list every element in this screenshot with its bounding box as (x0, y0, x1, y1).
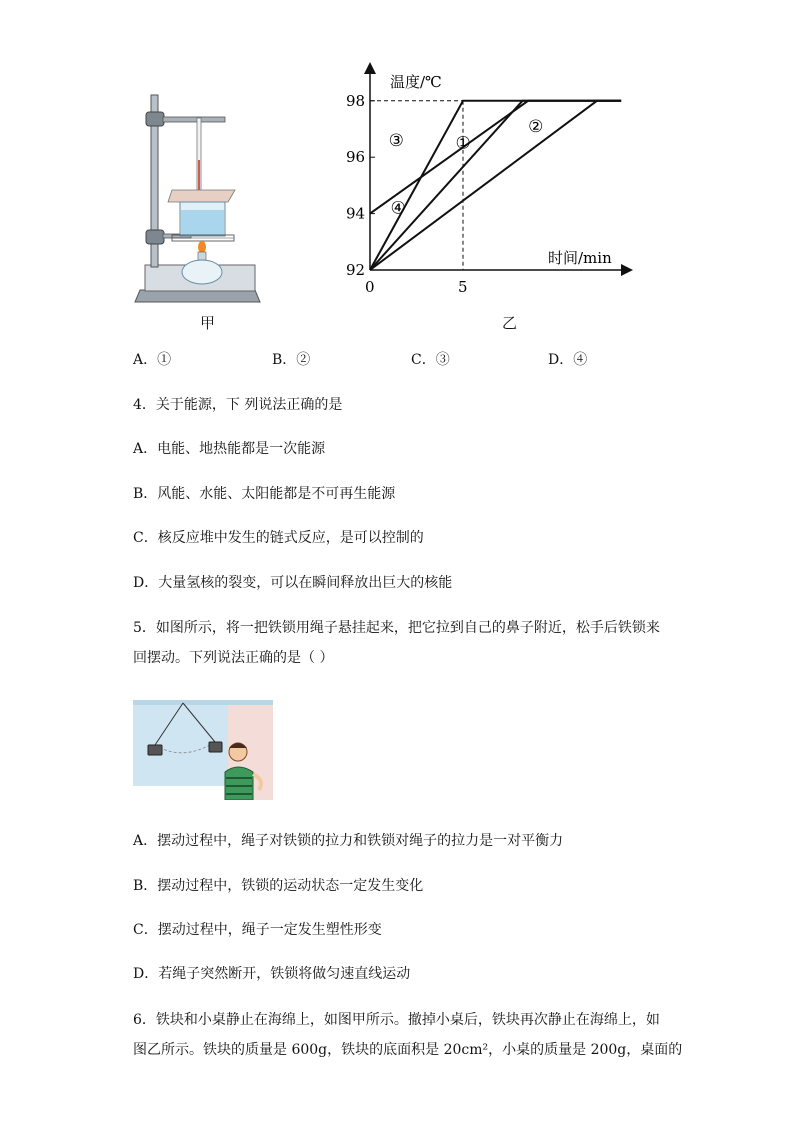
option-letter: C． (411, 352, 436, 368)
y-tick-label: 94 (346, 204, 366, 223)
temperature-time-graph (330, 55, 640, 305)
option-letter: B． (272, 352, 297, 368)
y-axis-label: 温度/℃ (390, 73, 442, 91)
q3-option-d[interactable] (548, 350, 587, 370)
series-label-2: ② (528, 116, 544, 137)
q5-option-d[interactable]: D．若绳子突然断开，铁锁将做匀速直线运动 (133, 966, 411, 982)
y-tick-label: 96 (346, 148, 366, 167)
y-tick-label: 98 (346, 91, 366, 110)
series-line-4 (370, 101, 621, 270)
q6-stem-line2: 图乙所示。铁块的质量是 600g，铁块的底面积是 20cm²，小桌的质量是 200g，桌面的 (133, 1042, 683, 1058)
q3-option-a[interactable] (133, 350, 171, 370)
q4-option-d[interactable]: D．大量氢核的裂变，可以在瞬间释放出巨大的核能 (133, 575, 453, 591)
q4-option-c[interactable]: C．核反应堆中发生的链式反应，是可以控制的 (133, 530, 424, 546)
q5-option-a[interactable]: A．摆动过程中，绳子对铁锁的拉力和铁锁对绳子的拉力是一对平衡力 (133, 833, 564, 849)
q6-stem-line1: 6．铁块和小桌静止在海绵上，如图甲所示。撤掉小桌后，铁块再次静止在海绵上，如 (133, 1012, 660, 1028)
q4-option-a[interactable]: A．电能、地热能都是一次能源 (133, 441, 326, 457)
q5-stem-line1: 5．如图所示，将一把铁锁用绳子悬挂起来，把它拉到自己的鼻子附近，松手后铁锁来 (133, 620, 660, 636)
option-letter: A． (133, 352, 158, 368)
q5-option-b[interactable]: B．摆动过程中，铁锁的运动状态一定发生变化 (133, 878, 424, 894)
pendulum-lock-illustration (133, 700, 273, 800)
x-tick-label: 5 (458, 278, 468, 296)
option-text: ① (157, 352, 172, 368)
figure-yi-caption: 乙 (502, 314, 518, 332)
option-text: ④ (573, 352, 588, 368)
x-axis-label: 时间/min (548, 249, 612, 267)
q4-option-b[interactable]: B．风能、水能、太阳能都是不可再生能源 (133, 486, 396, 502)
option-text: ② (296, 352, 311, 368)
series-label-4: ④ (390, 198, 406, 219)
series-line-2 (370, 101, 621, 270)
q3-option-b[interactable] (272, 350, 310, 370)
series-line-3 (370, 101, 621, 214)
apparatus-figure (130, 90, 270, 310)
series-line-1 (370, 101, 621, 270)
q5-option-c[interactable]: C．摆动过程中，绳子一定发生塑性形变 (133, 922, 382, 938)
q5-stem-line2: 回摆动。下列说法正确的是（ ） (133, 650, 334, 666)
option-letter: D． (548, 352, 574, 368)
q4-stem: 4．关于能源，下 列说法正确的是 (133, 397, 343, 413)
y-tick-label: 92 (346, 261, 366, 279)
q3-option-c[interactable] (411, 350, 450, 370)
series-label-3: ③ (388, 130, 404, 151)
series-label-1: ① (455, 133, 471, 154)
figure-jia-caption: 甲 (200, 314, 216, 332)
option-text: ③ (435, 352, 450, 368)
x-tick-label: 0 (365, 278, 375, 296)
